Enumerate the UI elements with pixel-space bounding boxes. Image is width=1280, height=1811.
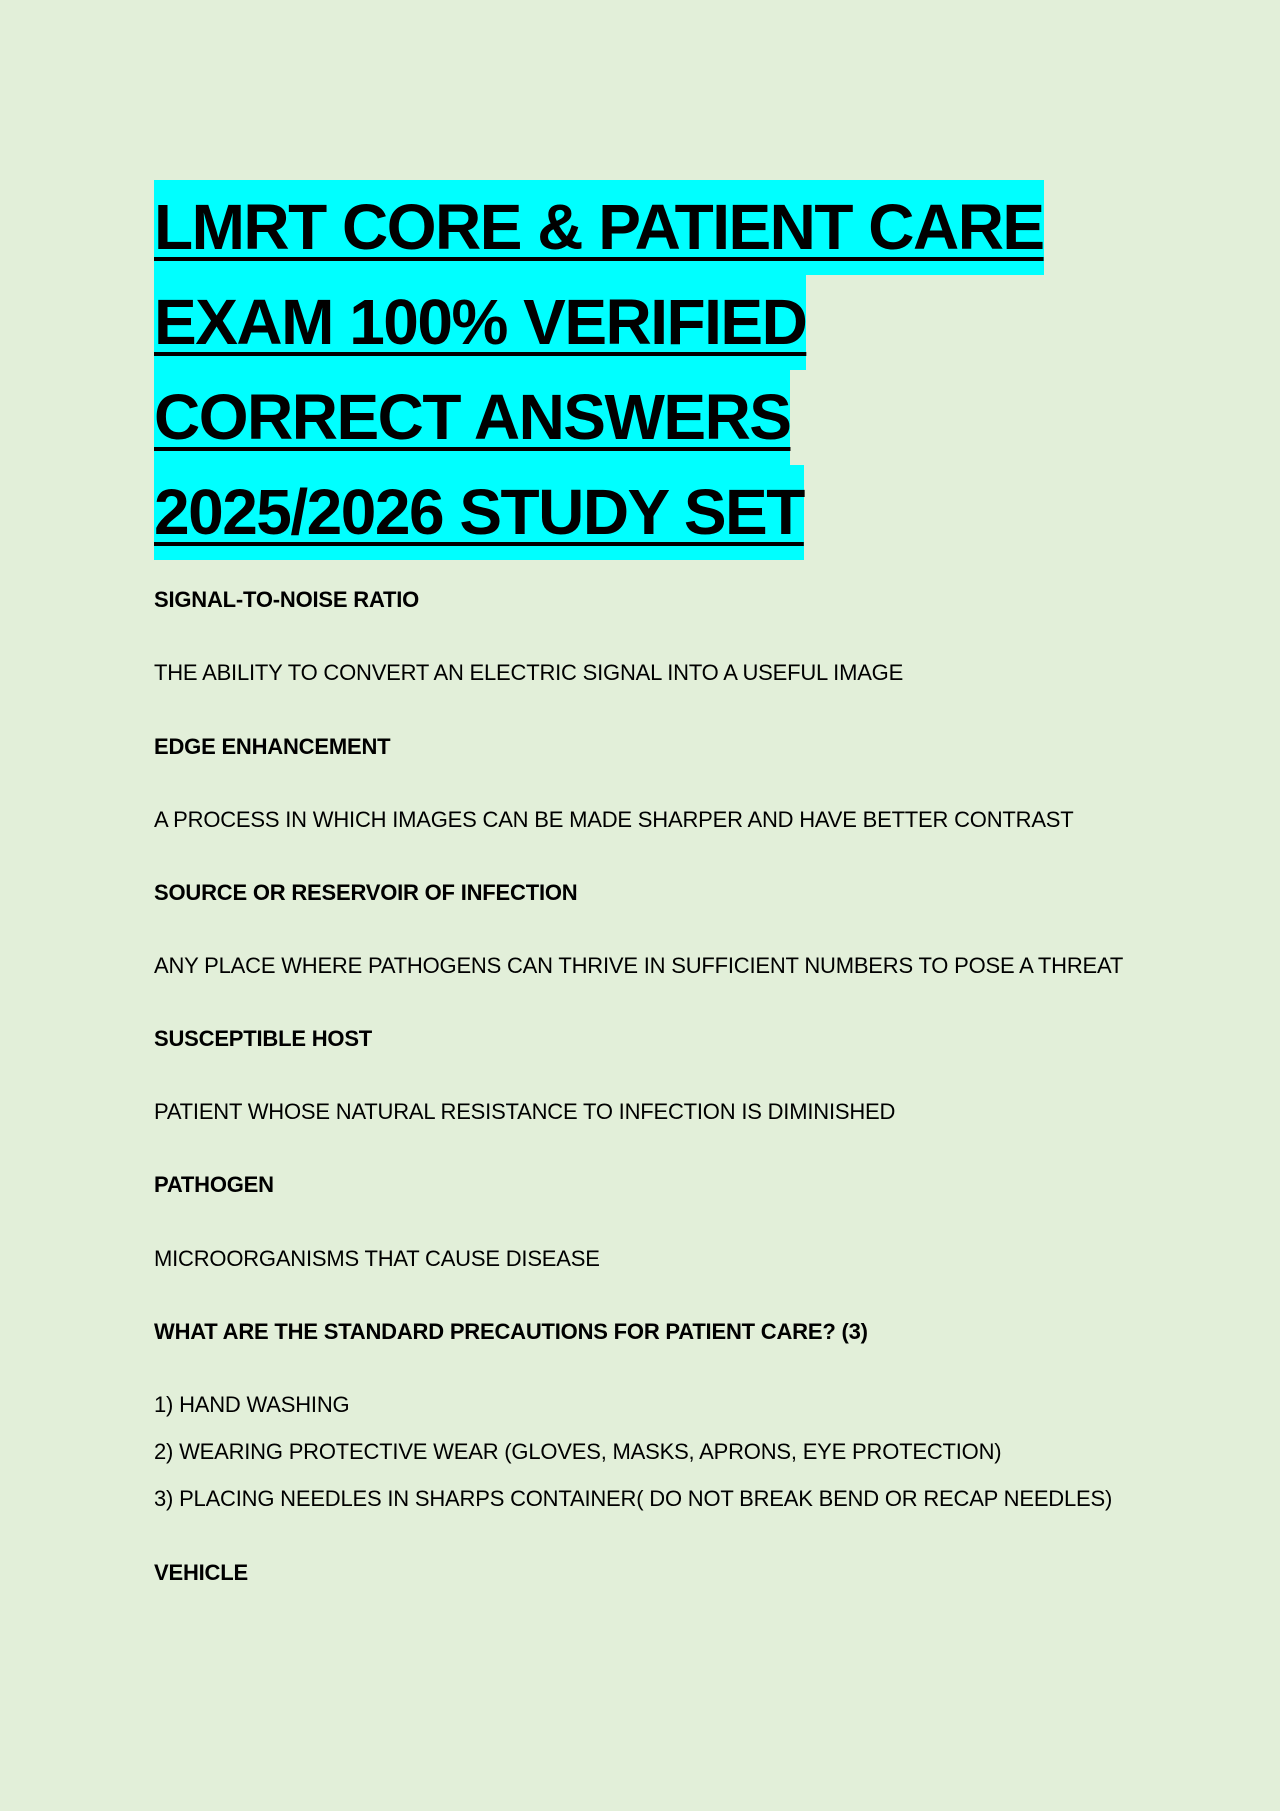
flashcard-definition-item: 1) HAND WASHING: [154, 1392, 350, 1417]
flashcard-term: WHAT ARE THE STANDARD PRECAUTIONS FOR PATIENT CARE? (3): [154, 1319, 868, 1344]
title-line-text: LMRT CORE & PATIENT CARE: [154, 180, 1044, 275]
title-line-text: 2025/2026 STUDY SET: [154, 465, 804, 560]
flashcard-term: SIGNAL-TO-NOISE RATIO: [154, 587, 420, 612]
flashcard-definition: ANY PLACE WHERE PATHOGENS CAN THRIVE IN SUFFICIENT NUMBERS TO POSE A THREAT: [154, 953, 1124, 978]
flashcard-definition-item: 3) PLACING NEEDLES IN SHARPS CONTAINER( DO NOT BREAK BEND OR RECAP NEEDLES): [154, 1486, 1113, 1511]
flashcard-term: VEHICLE: [154, 1560, 248, 1585]
flashcard-term: SUSCEPTIBLE HOST: [154, 1026, 373, 1051]
title-line: [154, 275, 1114, 370]
flashcard-definition: PATIENT WHOSE NATURAL RESISTANCE TO INFECTION IS DIMINISHED: [154, 1099, 896, 1124]
title-line: [154, 465, 1114, 560]
title-line-text: EXAM 100% VERIFIED: [154, 275, 806, 370]
title-line: [154, 180, 1114, 275]
flashcard-term: EDGE ENHANCEMENT: [154, 734, 391, 759]
title-line: [154, 370, 1114, 465]
flashcard-definition: MICROORGANISMS THAT CAUSE DISEASE: [154, 1246, 600, 1271]
document-title: [154, 180, 1114, 560]
flashcard-term: PATHOGEN: [154, 1172, 274, 1197]
flashcard-definition: THE ABILITY TO CONVERT AN ELECTRIC SIGNAL INTO A USEFUL IMAGE: [154, 660, 904, 685]
flashcard-definition: A PROCESS IN WHICH IMAGES CAN BE MADE SHARPER AND HAVE BETTER CONTRAST: [154, 807, 1074, 832]
title-line-text: CORRECT ANSWERS: [154, 370, 790, 465]
flashcard-term: SOURCE OR RESERVOIR OF INFECTION: [154, 880, 578, 905]
flashcard-definition-item: 2) WEARING PROTECTIVE WEAR (GLOVES, MASKS, APRONS, EYE PROTECTION): [154, 1439, 1002, 1464]
